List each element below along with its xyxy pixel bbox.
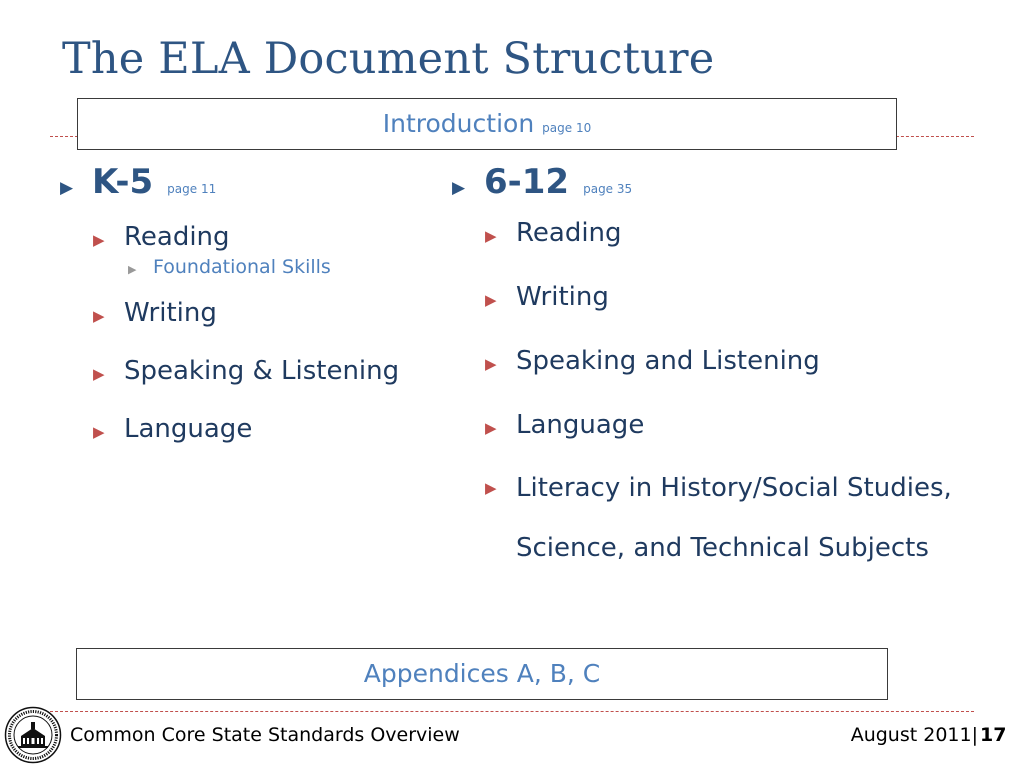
introduction-page: page 10 bbox=[542, 121, 592, 135]
grades-6-12-heading: 6-12 bbox=[484, 162, 570, 202]
list-item bbox=[452, 218, 1012, 248]
list-item-label: Language bbox=[124, 414, 253, 444]
bottom-dashed-divider bbox=[50, 711, 974, 712]
appendices-box bbox=[76, 648, 888, 700]
list-item bbox=[452, 346, 1012, 376]
list-item-label: Literacy in History/Social Studies, Science, and Technical Subjects bbox=[516, 473, 952, 563]
grades-6-12-heading-row bbox=[452, 162, 1012, 202]
k5-heading-row bbox=[60, 162, 440, 202]
k5-page: page 11 bbox=[167, 182, 217, 196]
list-item bbox=[60, 414, 440, 444]
introduction-label: Introduction bbox=[382, 109, 535, 138]
bullet-triangle-icon: ▶ bbox=[93, 231, 105, 249]
bullet-triangle-icon: ▶ bbox=[93, 365, 105, 383]
bullet-triangle-icon: ▶ bbox=[128, 263, 137, 276]
footer-date: August 2011| bbox=[850, 724, 978, 746]
list-item-label: Language bbox=[516, 410, 645, 440]
bullet-triangle-icon: ▶ bbox=[485, 227, 497, 245]
introduction-box bbox=[77, 98, 897, 150]
bullet-triangle-icon: ▶ bbox=[485, 355, 497, 373]
bullet-triangle-icon: ▶ bbox=[93, 423, 105, 441]
grades-6-12-page: page 35 bbox=[583, 182, 633, 196]
bullet-triangle-icon: ▶ bbox=[485, 479, 497, 497]
k5-column bbox=[60, 162, 440, 444]
list-item-label: Speaking & Listening bbox=[124, 356, 400, 386]
list-item-label: Reading bbox=[516, 218, 622, 248]
list-item bbox=[60, 298, 440, 328]
appendices-label: Appendices A, B, C bbox=[363, 659, 601, 688]
list-item bbox=[452, 410, 1012, 440]
footer-title: Common Core State Standards Overview bbox=[70, 724, 460, 746]
k5-heading: K-5 bbox=[92, 162, 154, 202]
slide-title: The ELA Document Structure bbox=[62, 34, 715, 84]
list-item-label: Writing bbox=[516, 282, 609, 312]
bullet-triangle-icon: ▶ bbox=[60, 178, 74, 198]
bullet-triangle-icon: ▶ bbox=[93, 307, 105, 325]
bullet-triangle-icon: ▶ bbox=[485, 291, 497, 309]
bullet-triangle-icon: ▶ bbox=[485, 419, 497, 437]
list-item-label: Writing bbox=[124, 298, 217, 328]
list-item bbox=[452, 458, 1012, 578]
list-item-label: Speaking and Listening bbox=[516, 346, 820, 376]
list-item-label: Reading bbox=[124, 222, 230, 252]
state-seal-logo bbox=[4, 706, 62, 764]
list-subitem-label: Foundational Skills bbox=[153, 256, 331, 278]
list-item bbox=[60, 222, 440, 252]
list-subitem bbox=[60, 256, 440, 278]
bullet-triangle-icon: ▶ bbox=[452, 178, 466, 198]
list-item bbox=[60, 356, 440, 386]
grades-6-12-column bbox=[452, 162, 1012, 578]
list-item bbox=[452, 282, 1012, 312]
